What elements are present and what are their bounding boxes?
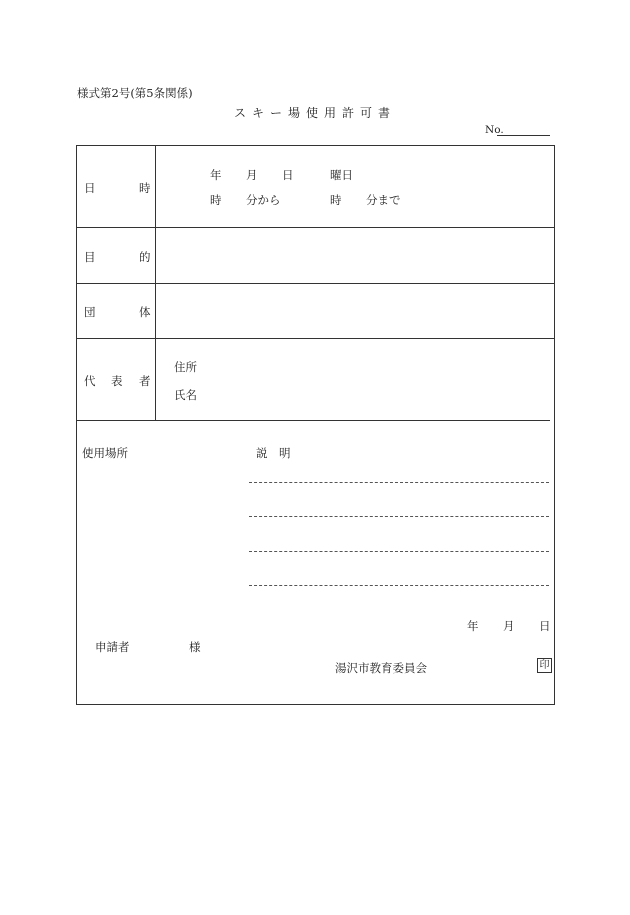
form-id: 様式第2号(第5条関係) — [77, 86, 193, 100]
name-label: 氏名 — [174, 388, 197, 402]
address-label: 住所 — [174, 360, 197, 374]
number-field[interactable] — [497, 135, 550, 136]
start-minute-unit: 分から — [246, 193, 281, 207]
group-label-left: 団 — [84, 305, 96, 319]
purpose-label-left: 目 — [84, 250, 96, 264]
explanation-label: 説 明 — [256, 446, 291, 460]
start-hour-unit: 時 — [210, 193, 222, 207]
representative-label-1: 代 — [84, 374, 96, 388]
group-label-right: 体 — [139, 305, 151, 319]
row-divider-purpose — [76, 283, 555, 284]
representative-label-2: 表 — [111, 374, 123, 388]
end-hour-unit: 時 — [330, 193, 342, 207]
month-unit: 月 — [246, 168, 258, 182]
explanation-line-1[interactable] — [249, 482, 549, 483]
row-divider-representative — [76, 420, 550, 421]
year-unit: 年 — [210, 168, 222, 182]
seal-mark: 印 — [537, 658, 552, 673]
explanation-line-3[interactable] — [249, 551, 549, 552]
explanation-line-4[interactable] — [249, 585, 549, 586]
end-minute-unit: 分まで — [366, 193, 401, 207]
number-label: No. — [485, 124, 504, 136]
usage-place-label: 使用場所 — [82, 446, 128, 460]
honorific-label: 様 — [189, 640, 201, 654]
representative-label-3: 者 — [139, 374, 151, 388]
weekday-unit: 曜日 — [330, 168, 353, 182]
row-divider-datetime — [76, 227, 555, 228]
day-unit: 日 — [282, 168, 294, 182]
purpose-label-right: 的 — [139, 250, 151, 264]
issue-month-unit: 月 — [503, 619, 515, 633]
issue-day-unit: 日 — [539, 619, 551, 633]
applicant-label: 申請者 — [95, 640, 130, 654]
datetime-label-right: 時 — [139, 181, 151, 195]
issuer-name: 湯沢市教育委員会 — [335, 661, 427, 675]
row-divider-group — [76, 338, 555, 339]
document-title: スキー場使用許可書 — [233, 106, 396, 120]
explanation-line-2[interactable] — [249, 516, 549, 517]
datetime-label-left: 日 — [84, 181, 96, 195]
issue-year-unit: 年 — [467, 619, 479, 633]
form-frame — [76, 145, 555, 705]
